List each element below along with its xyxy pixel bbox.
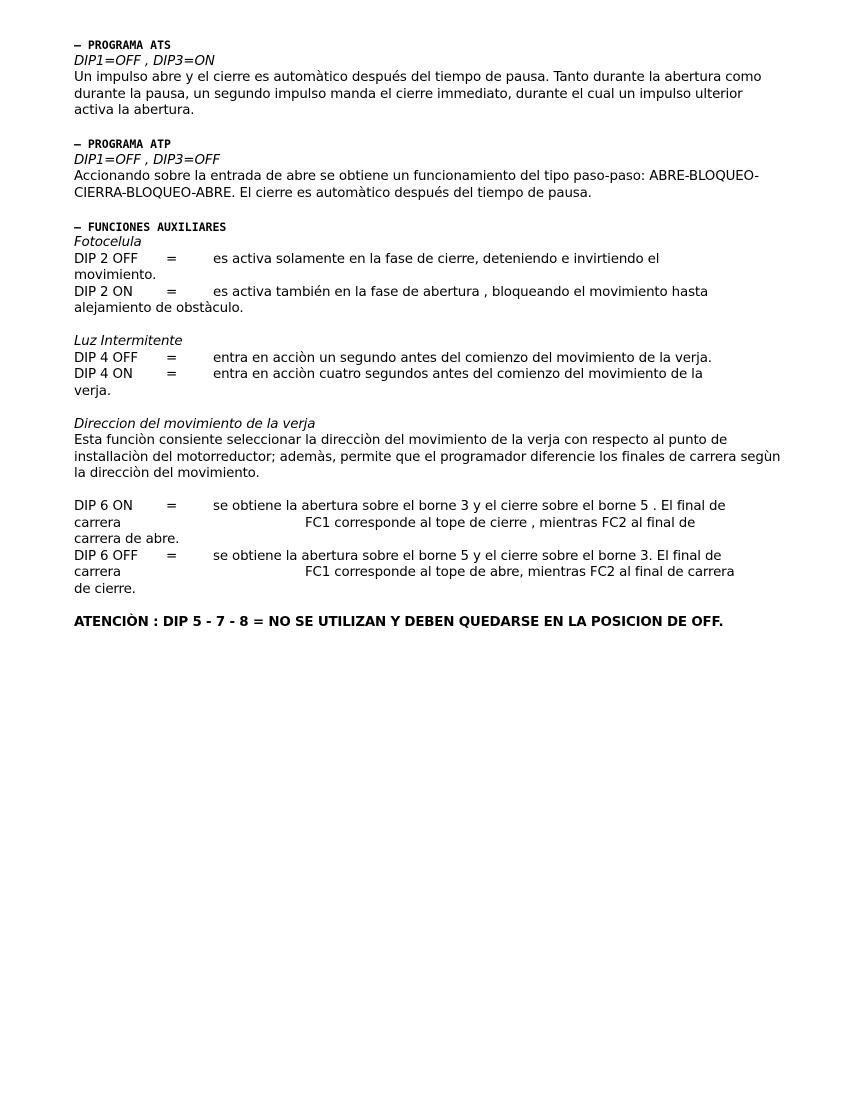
dip-value: es activa solamente en la fase de cierre, deteniendo e invirtiendo el <box>213 251 660 267</box>
paragraph-atp: Accionando sobre la entrada de abre se obtiene un funcionamiento del tipo paso-paso: ABRE-BLOQUEO-CIERRA-BLOQUEO-ABRE. El cierre es automàtico después del tiempo de pausa. <box>74 169 759 201</box>
dip-value-continued: verja. <box>74 383 111 399</box>
dip-equals: = <box>166 499 178 514</box>
dip-equals: = <box>166 367 178 382</box>
dip-equals: = <box>166 251 178 267</box>
section-heading-aux: – FUNCIONES AUXILIARES <box>74 219 227 234</box>
section-heading-ats: – PROGRAMA ATS <box>74 38 171 52</box>
dip-equals: = <box>166 284 178 300</box>
subheading-luz-intermitente: Luz Intermitente <box>74 334 183 349</box>
dip-value-line <box>74 516 784 533</box>
section-heading-atp: – PROGRAMA ATP <box>74 137 171 151</box>
dip-value: se obtiene la abertura sobre el borne 5 y el cierre sobre el borne 3. El final de <box>213 548 722 564</box>
dip-row <box>74 285 784 302</box>
dip-row <box>74 549 784 566</box>
dip-value-rest: FC1 corresponde al tope de cierre , mientras FC2 al final de <box>305 515 696 531</box>
subheading-direccion: Direccion del movimiento de la verja <box>74 416 316 432</box>
dip-value-continued: carrera de abre. <box>74 532 180 547</box>
dip-key: DIP 2 OFF <box>74 251 138 267</box>
paragraph-direccion: Esta funciòn consiente seleccionar la direcciòn del movimiento de la verja con respecto al punto de installaciòn del motorreductor; ademàs, permite que el programador diferencie los finales de carrera segùn la direcciòn del movimiento. <box>74 433 781 481</box>
dip-value-rest: FC1 corresponde al tope de abre, mientras FC2 al final de carrera <box>305 565 735 580</box>
dip-row <box>74 499 784 516</box>
spacer <box>74 400 784 417</box>
dip-setting-atp: DIP1=OFF , DIP3=OFF <box>74 152 220 168</box>
dip-row <box>74 367 784 384</box>
spacer <box>74 318 784 335</box>
dip-value: se obtiene la abertura sobre el borne 3 y el cierre sobre el borne 5 . El final de <box>213 499 726 514</box>
dip-value: entra en acciòn cuatro segundos antes del comienzo del movimiento de la <box>213 367 703 382</box>
dip-key: DIP 6 ON <box>74 499 133 514</box>
dip-value: entra en acciòn un segundo antes del comienzo del movimiento de la verja. <box>213 350 712 366</box>
dip-key: DIP 2 ON <box>74 284 133 300</box>
dip-row <box>74 252 784 269</box>
dip-equals: = <box>166 350 178 366</box>
attention-note: ATENCIÒN : DIP 5 - 7 - 8 = NO SE UTILIZAN Y DEBEN QUEDARSE EN LA POSICION DE OFF. <box>74 614 724 630</box>
spacer <box>74 202 784 219</box>
dip-value-continued: alejamiento de obstàculo. <box>74 301 244 316</box>
dip-value-line <box>74 565 784 582</box>
dip-equals: = <box>166 548 178 564</box>
dip-value: es activa también en la fase de abertura , bloqueando el movimiento hasta <box>213 284 709 300</box>
paragraph-ats: Un impulso abre y el cierre es automàtico después del tiempo de pausa. Tanto durante la abertura como durante la pausa, un segundo impulso manda el cierre immediato, durante el cual un impulso ulterior activa la abertura. <box>74 70 762 118</box>
dip-setting-ats: DIP1=OFF , DIP3=ON <box>74 53 215 69</box>
subheading-fotocelula: Fotocelula <box>74 235 142 250</box>
spacer <box>74 120 784 137</box>
dip-value-continued: de cierre. <box>74 581 136 597</box>
spacer <box>74 598 784 615</box>
carrera-word: carrera <box>74 515 121 531</box>
dip-value-continued: movimiento. <box>74 268 157 283</box>
document-page <box>74 37 784 631</box>
dip-row <box>74 351 784 368</box>
dip-key: DIP 4 OFF <box>74 350 138 366</box>
spacer <box>74 483 784 500</box>
carrera-word: carrera <box>74 565 121 580</box>
dip-key: DIP 4 ON <box>74 367 133 382</box>
dip-key: DIP 6 OFF <box>74 548 138 564</box>
